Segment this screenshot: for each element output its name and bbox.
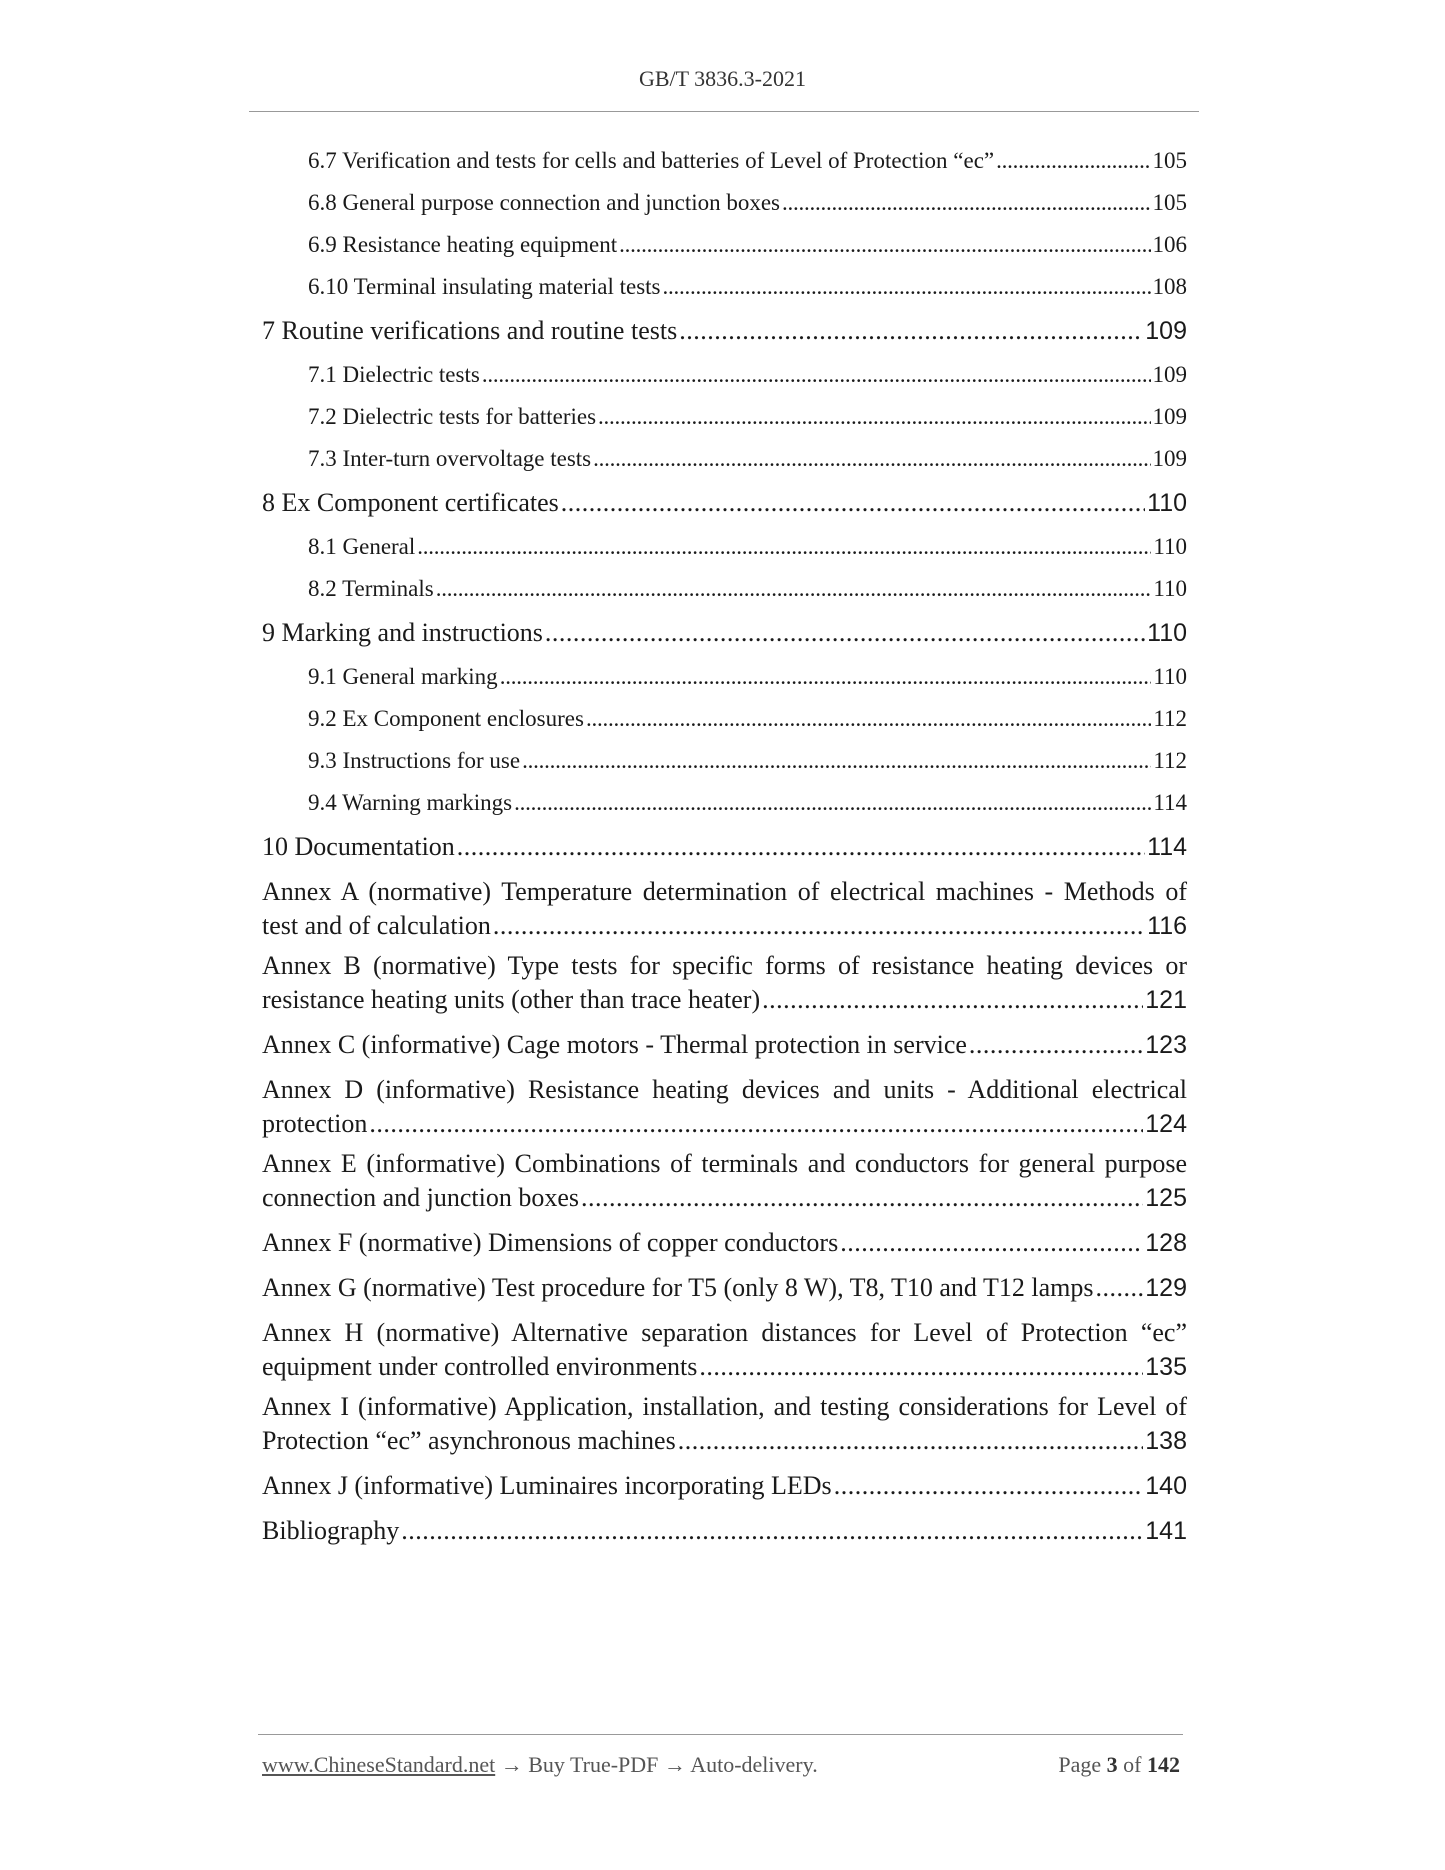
toc-page-number: 105 (1152, 190, 1187, 215)
toc-entry-main[interactable] (262, 481, 1187, 525)
toc-leader-dots (782, 182, 1150, 224)
toc-entry-sub[interactable] (262, 140, 1187, 182)
toc-entry-sub[interactable] (262, 224, 1187, 266)
toc-leader-dots (561, 481, 1145, 525)
page-header: GB/T 3836.3-2021 (638, 66, 807, 91)
arrow-icon: → (500, 1752, 523, 1777)
toc-page-number: 114 (1153, 790, 1187, 815)
toc-entry-sub[interactable] (262, 354, 1187, 396)
toc-page-number: 110 (1153, 664, 1187, 689)
toc-leader-dots (417, 526, 1151, 568)
toc-page-number: 129 (1145, 1274, 1187, 1302)
footer-divider (258, 1734, 1183, 1735)
toc-page-number: 110 (1153, 534, 1187, 559)
toc-page-number: 109 (1152, 362, 1187, 387)
toc-page-number: 124 (1145, 1110, 1187, 1138)
toc-leader-dots (619, 224, 1150, 266)
toc-entry-sub[interactable] (262, 182, 1187, 224)
toc-page-number: 125 (1145, 1184, 1187, 1212)
toc-entry-title-line1: Annex I (informative) Application, installation, and testing considerations for Level of (262, 1392, 1187, 1421)
page-footer (262, 1752, 1180, 1778)
toc-entry-sub[interactable] (262, 656, 1187, 698)
toc-entry-sub[interactable] (262, 266, 1187, 308)
toc-entry-title-line1: Annex H (normative) Alternative separation distances for Level of Protection “ec” (262, 1318, 1187, 1347)
toc-leader-dots (662, 266, 1150, 308)
toc-page-number: 116 (1147, 912, 1187, 940)
toc-entry-title: Annex J (informative) Luminaires incorporating LEDs (262, 1471, 832, 1500)
toc-entry-title: 6.9 Resistance heating equipment (308, 232, 618, 257)
toc-leader-dots (593, 438, 1150, 480)
toc-page-number: 110 (1153, 576, 1187, 601)
toc-entry-title: 9.4 Warning markings (308, 790, 513, 815)
toc-page-number: 114 (1147, 833, 1187, 861)
toc-leader-dots (545, 611, 1145, 655)
toc-page-number: 108 (1152, 274, 1187, 299)
toc-leader-dots (436, 568, 1152, 610)
toc-page-number: 138 (1145, 1427, 1187, 1455)
toc-entry-title: 9 Marking and instructions (262, 618, 543, 647)
page-indicator (1058, 1752, 1180, 1778)
toc-entry-main[interactable] (262, 1266, 1187, 1310)
toc-page-number: 109 (1152, 446, 1187, 471)
toc-leader-dots (586, 698, 1151, 740)
toc-page-number: 135 (1145, 1353, 1187, 1381)
toc-entry-main[interactable] (262, 611, 1187, 655)
toc-leader-dots (762, 983, 1143, 1017)
toc-entry-title: 6.7 Verification and tests for cells and batteries of Level of Protection “ec” (308, 148, 995, 173)
toc-entry-main[interactable] (262, 1464, 1187, 1508)
toc-page-number: 140 (1145, 1472, 1187, 1500)
toc-leader-dots (1095, 1266, 1143, 1310)
toc-leader-dots (598, 396, 1150, 438)
toc-entry-multiline[interactable] (262, 1390, 1187, 1458)
toc-leader-dots (401, 1509, 1143, 1553)
toc-entry-title: 8.1 General (308, 534, 416, 559)
toc-entry-line2 (262, 909, 1187, 943)
toc-page-number: 141 (1145, 1517, 1187, 1545)
toc-entry-title: Annex F (normative) Dimensions of copper conductors (262, 1228, 839, 1257)
toc-entry-multiline[interactable] (262, 1147, 1187, 1215)
toc-entry-sub[interactable] (262, 526, 1187, 568)
toc-entry-multiline[interactable] (262, 875, 1187, 943)
toc-leader-dots (514, 782, 1151, 824)
toc-page-number: 110 (1147, 489, 1187, 517)
page-label: Page (1058, 1752, 1102, 1777)
toc-page-number: 121 (1145, 986, 1187, 1014)
toc-leader-dots (834, 1464, 1144, 1508)
toc-leader-dots (369, 1107, 1143, 1141)
toc-entry-title: Annex G (normative) Test procedure for T5 (only 8 W), T8, T10 and T12 lamps (262, 1273, 1094, 1302)
toc-entry-line2 (262, 1424, 1187, 1458)
toc-page-number: 112 (1153, 706, 1187, 731)
toc-page-number: 110 (1147, 619, 1187, 647)
toc-entry-sub[interactable] (262, 740, 1187, 782)
toc-entry-title: 6.10 Terminal insulating material tests (308, 274, 661, 299)
toc-leader-dots (699, 1350, 1143, 1384)
header-divider (249, 111, 1199, 112)
site-link[interactable]: www.ChineseStandard.net (262, 1752, 496, 1777)
toc-entry-title: 9.1 General marking (308, 664, 498, 689)
toc-entry-main[interactable] (262, 825, 1187, 869)
toc-leader-dots (500, 656, 1152, 698)
page-current: 3 (1106, 1752, 1118, 1777)
toc-page-number: 128 (1145, 1229, 1187, 1257)
toc-leader-dots (581, 1181, 1143, 1215)
toc-entry-title: Bibliography (262, 1516, 400, 1545)
toc-entry-multiline[interactable] (262, 1073, 1187, 1141)
toc-page-number: 123 (1145, 1031, 1187, 1059)
toc-entry-title: 9.3 Instructions for use (308, 748, 521, 773)
toc-entry-title-line1: Annex A (normative) Temperature determination of electrical machines - Methods of (262, 877, 1187, 906)
toc-entry-title: 6.8 General purpose connection and junction boxes (308, 190, 781, 215)
toc-page-number: 105 (1152, 148, 1187, 173)
toc-entry-line2 (262, 983, 1187, 1017)
delivery-text: Auto-delivery. (690, 1752, 818, 1777)
toc-entry-title-line2: protection (262, 1109, 368, 1138)
toc-leader-dots (969, 1023, 1143, 1067)
toc-leader-dots (678, 1424, 1144, 1458)
toc-entry-line2 (262, 1107, 1187, 1141)
toc-leader-dots (493, 909, 1145, 943)
toc-entry-sub[interactable] (262, 568, 1187, 610)
toc-entry-multiline[interactable] (262, 949, 1187, 1017)
of-label: of (1123, 1752, 1142, 1777)
toc-leader-dots (996, 140, 1150, 182)
toc-entry-title-line2: test and of calculation (262, 911, 491, 940)
toc-entry-line2 (262, 1350, 1187, 1384)
toc-entry-sub[interactable] (262, 438, 1187, 480)
toc-entry-multiline[interactable] (262, 1316, 1187, 1384)
toc-entry-main[interactable] (262, 1023, 1187, 1067)
toc-entry-title-line2: resistance heating units (other than trace heater) (262, 985, 761, 1014)
toc-entry-line2 (262, 1181, 1187, 1215)
toc-page-number: 109 (1152, 404, 1187, 429)
toc-entry-title: 9.2 Ex Component enclosures (308, 706, 584, 731)
toc-entry-title-line1: Annex B (normative) Type tests for specific forms of resistance heating devices or (262, 951, 1187, 980)
toc-entry-title: 8.2 Terminals (308, 576, 434, 601)
footer-left (262, 1752, 818, 1778)
toc-page-number: 106 (1152, 232, 1187, 257)
toc-page-number: 112 (1153, 748, 1187, 773)
buy-text: Buy True-PDF (528, 1752, 659, 1777)
toc-page-number: 109 (1145, 317, 1187, 345)
toc-leader-dots (840, 1221, 1143, 1265)
toc-entry-title-line1: Annex E (informative) Combinations of terminals and conductors for general purpose (262, 1149, 1187, 1178)
toc-entry-title-line1: Annex D (informative) Resistance heating devices and units - Additional electrical (262, 1075, 1187, 1104)
toc-entry-title: 8 Ex Component certificates (262, 488, 559, 517)
toc-entry-sub[interactable] (262, 396, 1187, 438)
toc-leader-dots (679, 309, 1143, 353)
toc-entry-title: 10 Documentation (262, 832, 455, 861)
toc-entry-title: 7 Routine verifications and routine tests (262, 316, 678, 345)
toc-entry-title-line2: connection and junction boxes (262, 1183, 579, 1212)
toc-entry-main[interactable] (262, 309, 1187, 353)
toc-entry-title: Annex C (informative) Cage motors - Thermal protection in service (262, 1030, 967, 1059)
arrow-icon: → (663, 1752, 686, 1777)
toc-entry-title: 7.1 Dielectric tests (308, 362, 480, 387)
toc-leader-dots (522, 740, 1151, 782)
toc-entry-title: 7.2 Dielectric tests for batteries (308, 404, 597, 429)
toc-entry-main[interactable] (262, 1221, 1187, 1265)
toc-entry-main[interactable] (262, 1509, 1187, 1553)
page-total: 142 (1147, 1752, 1180, 1777)
toc-entry-title-line2: equipment under controlled environments (262, 1352, 698, 1381)
toc-entry-title-line2: Protection “ec” asynchronous machines (262, 1426, 676, 1455)
toc-entry-sub[interactable] (262, 698, 1187, 740)
toc-leader-dots (457, 825, 1145, 869)
toc-entry-title: 7.3 Inter-turn overvoltage tests (308, 446, 592, 471)
toc-leader-dots (482, 354, 1151, 396)
toc-entry-sub[interactable] (262, 782, 1187, 824)
table-of-contents (262, 140, 1187, 1554)
